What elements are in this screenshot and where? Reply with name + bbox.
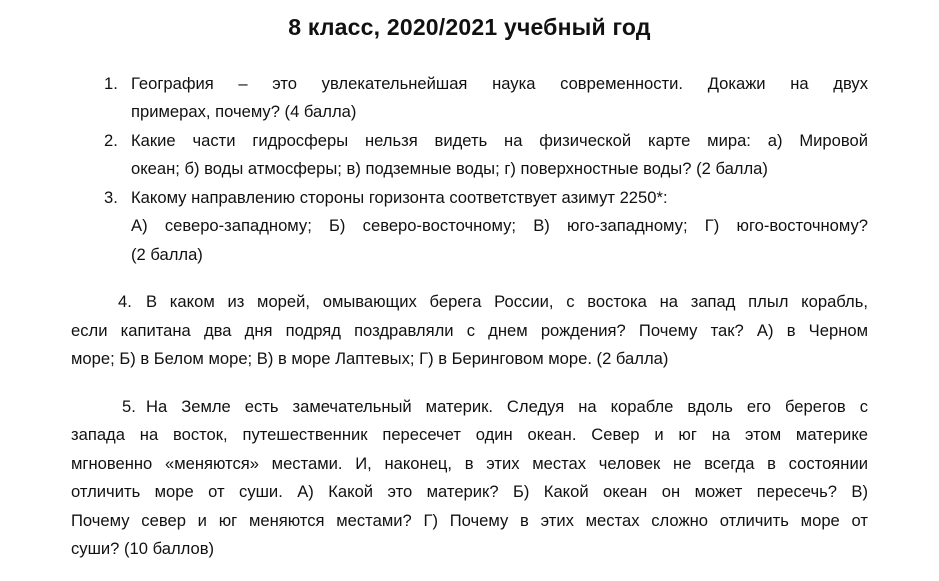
question-5-line-5: Почему север и юг меняются местами? Г) Почему в этих местах сложно отличить море от — [71, 511, 868, 530]
question-1-number: 1. — [104, 74, 118, 93]
question-1-line-2: примерах, почему? (4 балла) — [131, 102, 357, 121]
question-4-line-2: если капитана два дня подряд поздравляли с днем рождения? Почему так? А) в Черном — [71, 321, 868, 340]
question-3-number: 3. — [104, 188, 118, 207]
question-5-line-1: На Земле есть замечательный материк. Следуя на корабле вдоль его берегов с — [146, 397, 868, 416]
question-3-line-3: (2 балла) — [131, 245, 203, 264]
question-3-line-1: Какому направлению стороны горизонта соответствует азимут 2250*: — [131, 188, 668, 207]
question-5-number: 5. — [122, 397, 136, 416]
question-2-line-2: океан; б) воды атмосферы; в) подземные воды; г) поверхностные воды? (2 балла) — [131, 159, 768, 178]
page-title: 8 класс, 2020/2021 учебный год — [288, 14, 651, 40]
question-5-line-4: отличить море от суши. А) Какой это материк? Б) Какой океан он может пересечь? В) — [71, 482, 868, 501]
question-4-number: 4. — [118, 292, 132, 311]
question-5-line-2: запада на восток, путешественник пересечет один океан. Север и юг на этом материке — [71, 425, 868, 444]
question-5-line-6: суши? (10 баллов) — [71, 539, 215, 558]
question-4-line-1: В каком из морей, омывающих берега России, с востока на запад плыл корабль, — [146, 292, 868, 311]
question-1-line-1: География – это увлекательнейшая наука современности. Докажи на двух — [131, 74, 868, 93]
question-2-line-1: Какие части гидросферы нельзя видеть на физической карте мира: а) Мировой — [131, 131, 868, 150]
question-5-line-3: мгновенно «меняются» местами. И, наконец, в этих местах человек не всегда в состоянии — [71, 454, 868, 473]
question-3-line-2: А) северо-западному; Б) северо-восточному; В) юго-западному; Г) юго-восточному? — [131, 216, 868, 235]
question-2-number: 2. — [104, 131, 118, 150]
question-4-line-3: море; Б) в Белом море; В) в море Лаптевых; Г) в Беринговом море. (2 балла) — [71, 349, 669, 368]
